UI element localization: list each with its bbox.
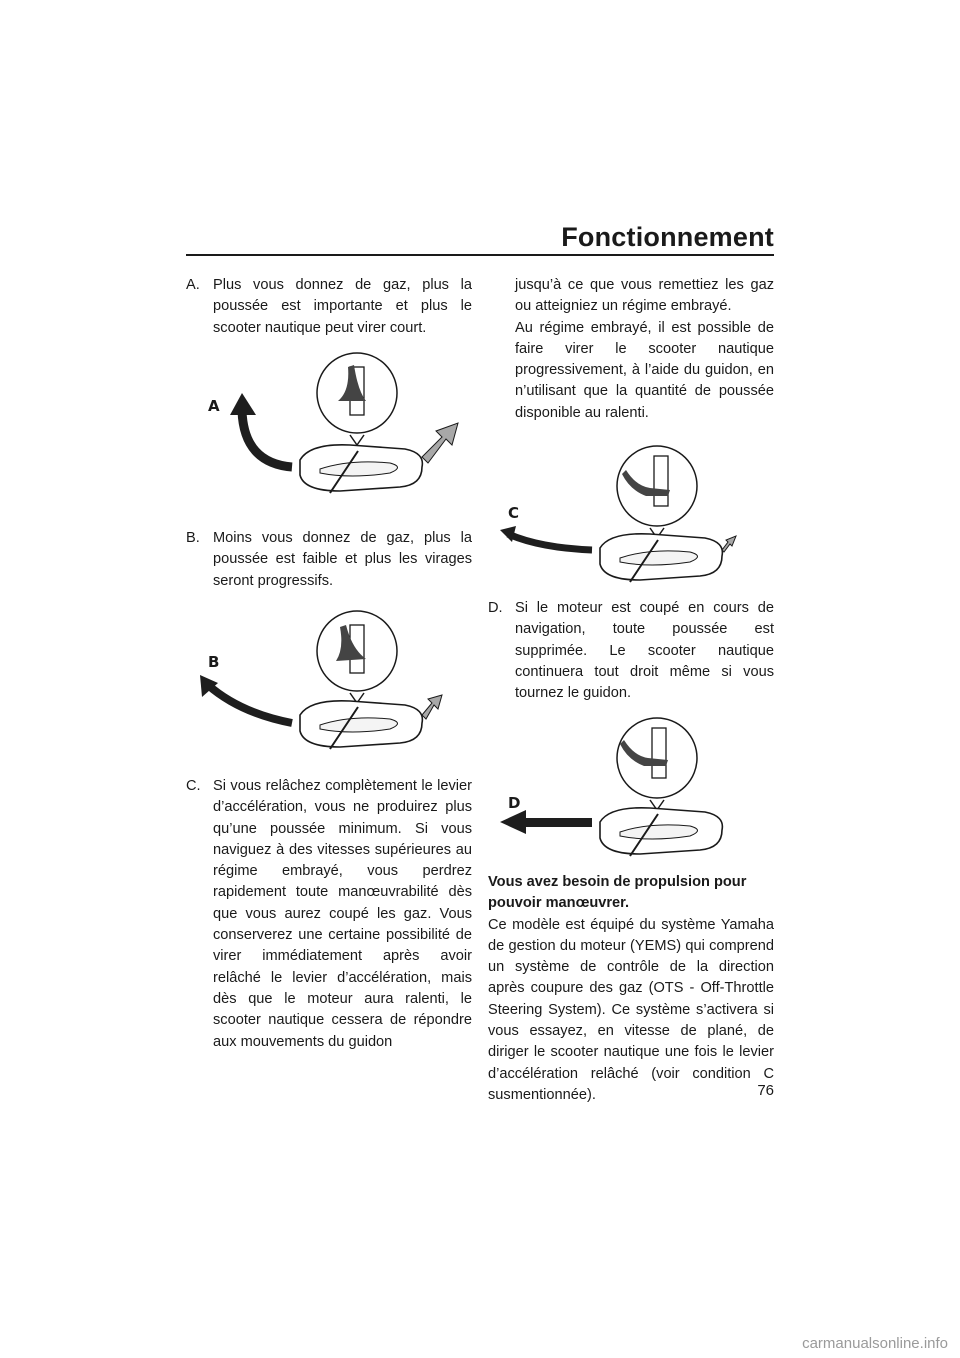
thrust-arrow-icon — [722, 536, 736, 552]
turn-arrow-icon — [508, 534, 592, 550]
item-a — [186, 275, 472, 339]
thrust-arrow-icon — [422, 695, 442, 719]
item-b — [186, 528, 472, 592]
turn-arrow-icon — [242, 411, 292, 467]
item-d-marker: D. — [488, 600, 503, 616]
page-title: Fonctionnement — [561, 222, 774, 252]
straight-arrow-icon — [524, 818, 592, 827]
figure-c — [500, 440, 770, 590]
figure-d-label: D — [508, 794, 521, 812]
item-c-marker: C. — [186, 778, 201, 794]
arrowhead-icon — [500, 810, 526, 834]
item-d-text: Si le moteur est coupé en cours de navigation, toute poussée est supprimée. Le scooter nautique continuera tout droit même si vous tournez le guidon. — [515, 600, 774, 702]
item-c-continued — [488, 275, 774, 424]
header-rule — [186, 254, 774, 256]
item-a-marker: A. — [186, 277, 200, 293]
figure-d — [500, 712, 770, 862]
item-c-text: Si vous relâchez complètement le levier d’accélération, vous ne produirez plus qu’une poussée minimum. Si vous naviguez à des vitesses supérieures au régime embrayé, vous perdrez rapidement toute manœuvrabilité dès que vous aurez coupé les gaz. Vous conserverez une certaine possibilité de virer immédiatement après avoir relâché le levier d’accélération, mais dès que le moteur aura ralenti, le scooter nautique cessera de répondre aux mouvements du guidon — [213, 778, 472, 1050]
item-b-text: Moins vous donnez de gaz, plus la poussée est faible et plus les virages seront progressifs. — [213, 530, 472, 589]
figure-a — [200, 345, 470, 505]
item-c — [186, 776, 472, 1053]
item-c-continued-text: jusqu’à ce que vous remettiez les gaz ou atteigniez un régime embrayé. — [515, 277, 774, 315]
turn-arrow-icon — [208, 685, 292, 723]
page-number: 76 — [757, 1082, 774, 1099]
figure-a-label: A — [208, 397, 220, 415]
item-c-extra-text: Au régime embrayé, il est possible de faire virer le scooter nautique progressivement, à l’aide du guidon, en n’utilisant que la quantité de poussée disponible au ralenti. — [515, 319, 774, 421]
item-d — [488, 598, 774, 704]
thrust-arrow-icon — [422, 423, 458, 463]
item-a-text: Plus vous donnez de gaz, plus la poussée est importante et plus le scooter nautique peut virer court. — [213, 277, 472, 336]
propulsion-heading: Vous avez besoin de propulsion pour pouvoir manœuvrer. — [488, 874, 747, 912]
figure-c-label: C — [508, 504, 520, 522]
watermark: carmanualsonline.info — [802, 1335, 948, 1352]
arrowhead-icon — [230, 393, 256, 415]
propulsion-text: Ce modèle est équipé du système Yamaha de gestion du moteur (YEMS) qui comprend un système de contrôle de la direction après coupure des gaz (OTS - Off-Throttle Steering System). Ce système s’activera si vous essayez, en vitesse de plané, de diriger le scooter nautique une fois le levier d’accélération relâché (voir condition C susmentionnée). — [488, 916, 774, 1103]
figure-b-label: B — [208, 653, 220, 671]
item-b-marker: B. — [186, 530, 200, 546]
figure-b — [200, 605, 470, 755]
propulsion-section — [488, 872, 774, 1106]
